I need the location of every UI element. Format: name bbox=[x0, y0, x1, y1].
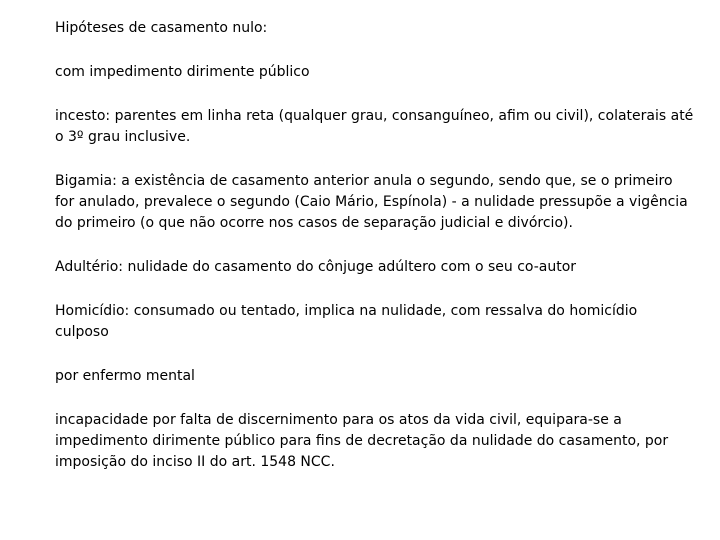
paragraph-bigamia: Bigamia: a existência de casamento anterior anula o segundo, sendo que, se o primeiro for anulado, prevalece o segundo (Caio Mário, Espínola) - a nulidade pressupõe a vigência do primeiro (o que não ocorre nos casos de separação judicial e divórcio). bbox=[55, 173, 688, 231]
paragraph-incesto: incesto: parentes em linha reta (qualquer grau, consanguíneo, afim ou civil), colaterais até o 3º grau inclusive. bbox=[55, 108, 694, 145]
paragraph-enfermo-mental: por enfermo mental bbox=[55, 368, 195, 384]
paragraph-homicidio: Homicídio: consumado ou tentado, implica na nulidade, com ressalva do homicídio culposo bbox=[55, 303, 638, 340]
paragraph-adulterio: Adultério: nulidade do casamento do cônjuge adúltero com o seu co-autor bbox=[55, 259, 577, 275]
paragraph-incapacidade: incapacidade por falta de discernimento para os atos da vida civil, equipara-se a impedimento dirimente público para fins de decretação da nulidade do casamento, por imposição do inciso II do art. 1548 NCC. bbox=[55, 412, 669, 470]
document-body bbox=[55, 18, 695, 496]
paragraph-impedimento: com impedimento dirimente público bbox=[55, 64, 310, 80]
paragraph-heading: Hipóteses de casamento nulo: bbox=[55, 20, 268, 36]
